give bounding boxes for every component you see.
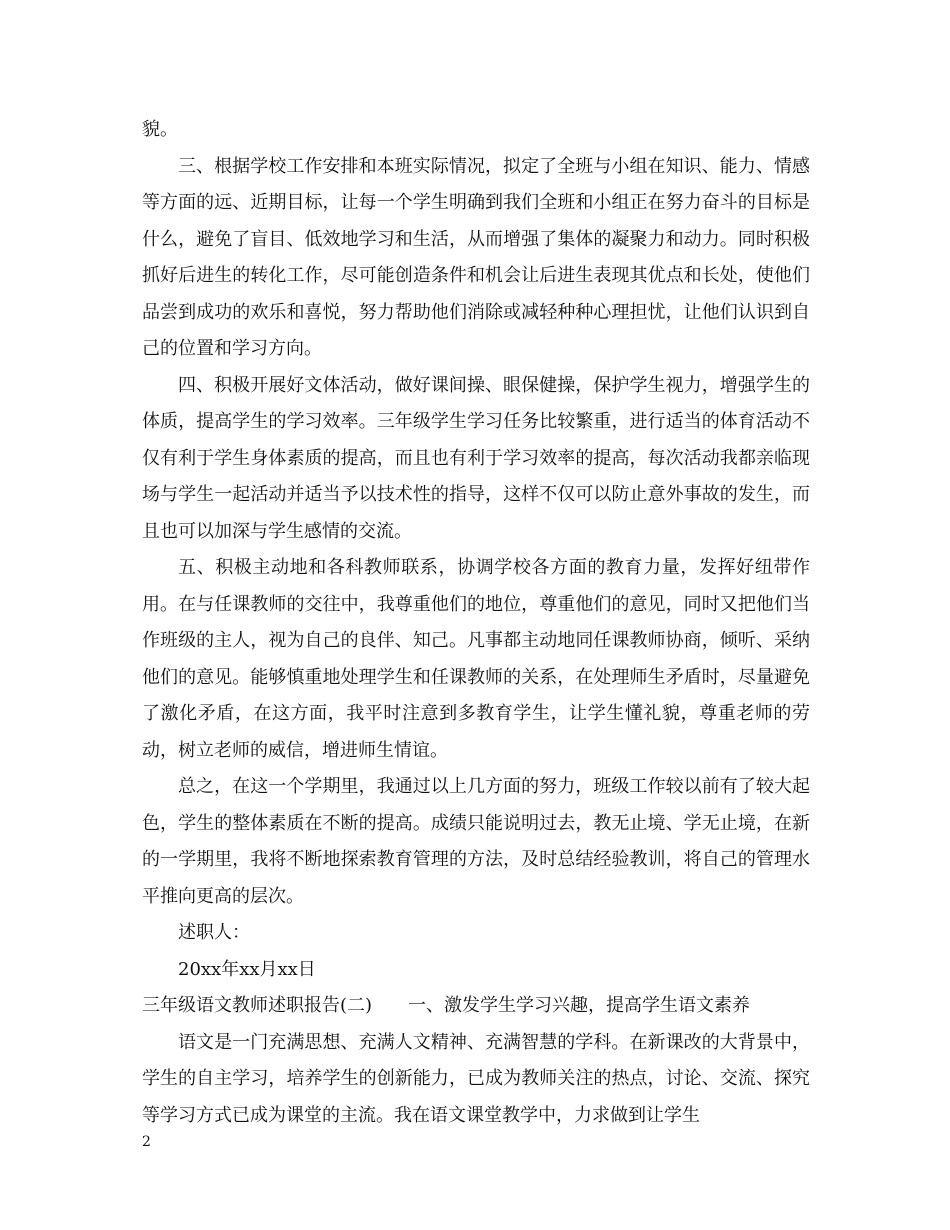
document-body <box>142 112 810 1134</box>
paragraph-chinese-subject: 语文是一门充满思想、充满人文精神、充满智慧的学科。在新课改的大背景中，学生的自主学习，培养学生的创新能力，已成为教师关注的热点，讨论、交流、探究等学习方式已成为课堂的主流。我在语文课堂教学中，力求做到让学生 <box>142 1031 810 1126</box>
report-two-heading: 三年级语文教师述职报告(二) 一、激发学生学习兴趣，提高学生语文素养 <box>142 995 751 1016</box>
paragraph-section-five: 五、积极主动地和各科教师联系，协调学校各方面的教育力量，发挥好纽带作用。在与任课教师的交往中，我尊重他们的地位，尊重他们的意见，同时又把他们当作班级的主人，视为自己的良伴、知己。凡事都主动地同任课教师协商，倾听、采纳他们的意见。能够慎重地处理学生和任课教师的关系，在处理师生矛盾时，尽量避免了激化矛盾，在这方面，我平时注意到多教育学生，让学生懂礼貌，尊重老师的劳动，树立老师的威信，增进师生情谊。 <box>142 557 810 761</box>
paragraph-section-three: 三、根据学校工作安排和本班实际情况，拟定了全班与小组在知识、能力、情感等方面的远、近期目标，让每一个学生明确到我们全班和小组正在努力奋斗的目标是什么，避免了盲目、低效地学习和生活，从而增强了集体的凝聚力和动力。同时积极抓好后进生的转化工作，尽可能创造条件和机会让后进生表现其优点和长处，使他们品尝到成功的欢乐和喜悦，努力帮助他们消除或减轻种种心理担忧，让他们认识到自己的位置和学习方向。 <box>142 155 810 359</box>
signature-label: 述职人： <box>178 922 250 943</box>
page-number: 2 <box>142 1134 151 1150</box>
paragraph-section-four: 四、积极开展好文体活动，做好课间操、眼保健操，保护学生视力，增强学生的体质，提高学生的学习效率。三年级学生学习任务比较繁重，进行适当的体育活动不仅有利于学生身体素质的提高，而且也有利于学习效率的提高，每次活动我都亲临现场与学生一起活动并适当予以技术性的指导，这样不仅可以防止意外事故的发生，而且也可以加深与学生感情的交流。 <box>142 374 810 542</box>
paragraph-continuation: 貌。 <box>142 119 178 140</box>
paragraph-summary: 总之，在这一个学期里，我通过以上几方面的努力，班级工作较以前有了较大起色，学生的整体素质在不断的提高。成绩只能说明过去，教无止境、学无止境，在新的一学期里，我将不断地探索教育管理的方法，及时总结经验教训，将自己的管理水平推向更高的层次。 <box>142 776 810 907</box>
signature-date: 20xx年xx月xx日 <box>178 958 316 980</box>
